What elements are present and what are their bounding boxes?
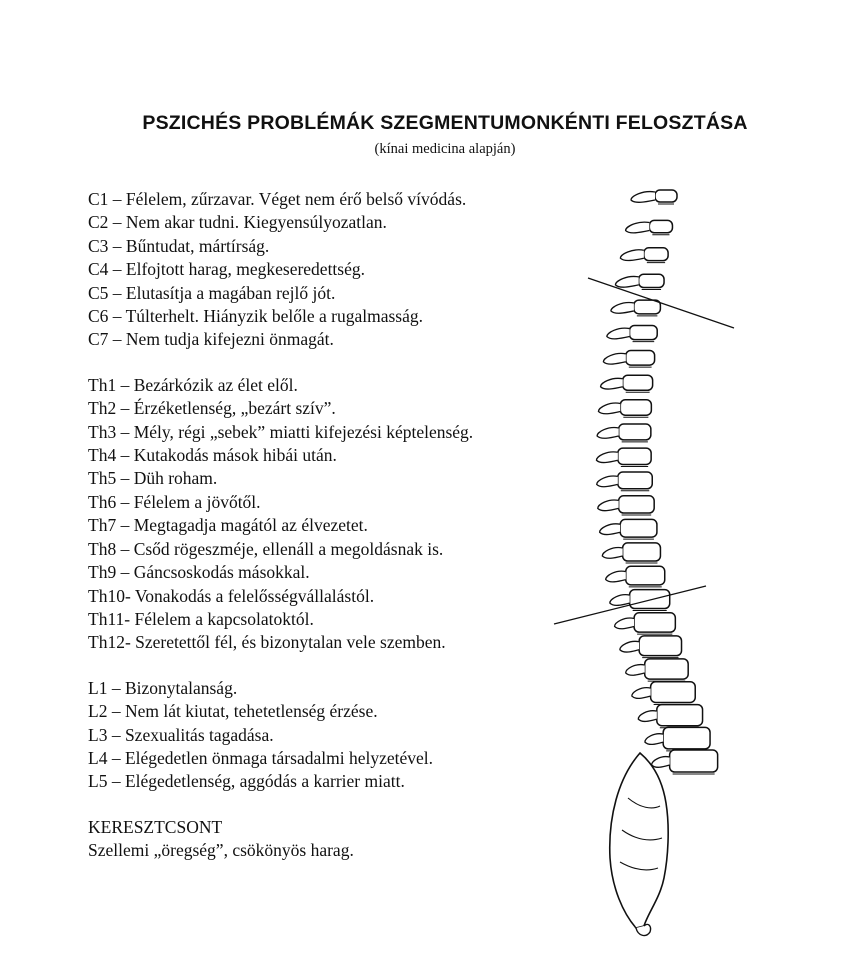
vertebra-body xyxy=(651,682,696,703)
vertebra-body xyxy=(620,400,651,415)
list-item-c4: C4 – Elfojtott harag, megkeseredettség. xyxy=(88,259,366,280)
vertebra-body xyxy=(626,566,665,585)
vertebra-body xyxy=(663,727,710,749)
vertebra-body xyxy=(630,590,670,609)
lumbar-section xyxy=(88,677,558,794)
vertebra-body xyxy=(630,325,658,339)
vertebra-body xyxy=(618,448,651,464)
vertebra-process xyxy=(615,618,635,629)
vertebra-body xyxy=(649,220,672,232)
list-item-th6: Th6 – Félelem a jövőtől. xyxy=(88,491,261,512)
vertebra-process xyxy=(596,452,617,463)
vertebra-body xyxy=(619,496,655,513)
list-item-l4: L4 – Elégedetlen önmaga társadalmi helyzetével. xyxy=(88,747,433,768)
list-item-th3: Th3 – Mély, régi „sebek” miatti kifejezési képtelenség. xyxy=(88,421,474,442)
vertebrae-group xyxy=(596,190,717,774)
list-item-th1: Th1 – Bezárkózik az élet elől. xyxy=(88,374,298,395)
vertebra-body xyxy=(644,248,668,261)
vertebra-process xyxy=(620,250,643,261)
list-item-th11: Th11- Félelem a kapcsolatoktól. xyxy=(88,608,314,629)
vertebra-process xyxy=(601,378,623,389)
vertebra-process xyxy=(610,595,630,606)
list-item-l3: L3 – Szexualitás tagadása. xyxy=(88,724,274,745)
list-item-th4: Th4 – Kutakodás mások hibái után. xyxy=(88,445,337,466)
sacrum-text: Szellemi „öregség”, csökönyös harag. xyxy=(88,840,354,861)
vertebra-body xyxy=(657,705,703,726)
sacrum-heading: KERESZTCSONT xyxy=(88,816,223,837)
cervical-section xyxy=(88,188,558,352)
list-item-th2: Th2 – Érzéketlenség, „bezárt szív”. xyxy=(88,398,336,419)
vertebra-body xyxy=(618,472,652,489)
section-gap xyxy=(88,655,558,677)
vertebra-body xyxy=(645,659,688,679)
sacrum-section xyxy=(88,816,558,863)
vertebra-body xyxy=(634,300,661,314)
vertebra-process xyxy=(597,428,619,439)
vertebra-body xyxy=(639,636,681,656)
spine-illustration xyxy=(548,178,808,938)
list-item-th7: Th7 – Megtagadja magától az élvezetet. xyxy=(88,515,368,536)
vertebra-process xyxy=(598,500,619,511)
vertebra-process xyxy=(652,757,670,768)
section-gap xyxy=(88,794,558,816)
vertebra-body xyxy=(634,613,675,632)
list-item-th8: Th8 – Csőd rögeszméje, ellenáll a megoldásnak is. xyxy=(88,538,444,559)
list-item-c3: C3 – Bűntudat, mártírság. xyxy=(88,235,270,256)
document-subtitle: (kínai medicina alapján) xyxy=(374,141,516,157)
vertebra-body xyxy=(619,424,651,440)
vertebra-body xyxy=(655,190,677,202)
vertebra-process xyxy=(631,192,655,203)
vertebra-process xyxy=(602,548,622,559)
vertebra-process xyxy=(626,222,650,233)
vertebra-process xyxy=(598,403,620,414)
list-item-th10: Th10- Vonakodás a felelősségvállalástól. xyxy=(88,585,375,606)
list-item-c6: C6 – Túlterhelt. Hiányzik belőle a rugalmasság. xyxy=(88,306,424,327)
thoracic-section xyxy=(88,374,558,655)
vertebra-body xyxy=(623,543,661,561)
vertebra-process xyxy=(615,276,638,287)
list-item-th9: Th9 – Gáncsoskodás másokkal. xyxy=(88,562,310,583)
sacrum-shape xyxy=(610,753,668,935)
list-item-th5: Th5 – Düh roham. xyxy=(88,468,218,489)
vertebra-process xyxy=(607,328,630,339)
list-item-c1: C1 – Félelem, zűrzavar. Véget nem érő belső vívódás. xyxy=(88,189,467,209)
vertebra-body xyxy=(670,750,718,772)
vertebra-process xyxy=(632,688,651,699)
list-item-th12: Th12- Szeretettől fél, és bizonytalan vele szemben. xyxy=(88,632,446,653)
list-item-c2: C2 – Nem akar tudni. Kiegyensúlyozatlan. xyxy=(88,212,387,233)
vertebra-process xyxy=(597,476,618,487)
list-item-l2: L2 – Nem lát kiutat, tehetetlenség érzése. xyxy=(88,701,378,722)
list-item-l1: L1 – Bizonytalanság. xyxy=(88,677,238,698)
vertebra-process xyxy=(600,524,621,535)
list-item-c5: C5 – Elutasítja a magában rejlő jót. xyxy=(88,282,336,303)
section-gap xyxy=(88,352,558,374)
vertebra-body xyxy=(623,375,653,390)
vertebra-body xyxy=(626,350,655,365)
vertebra-process xyxy=(603,353,625,364)
vertebra-body xyxy=(620,519,657,537)
vertebra-process xyxy=(620,641,639,652)
document-title: PSZICHÉS PROBLÉMÁK SZEGMENTUMONKÉNTI FELOSZTÁSA xyxy=(142,112,748,134)
list-item-l5: L5 – Elégedetlenség, aggódás a karrier miatt. xyxy=(88,771,405,792)
vertebra-process xyxy=(645,734,663,745)
vertebra-process xyxy=(638,711,657,722)
vertebra-process xyxy=(626,665,645,676)
segment-list xyxy=(88,188,558,863)
vertebra-process xyxy=(611,303,634,314)
vertebra-process xyxy=(606,571,626,582)
list-item-c7: C7 – Nem tudja kifejezni önmagát. xyxy=(88,329,334,350)
vertebra-body xyxy=(639,274,664,287)
